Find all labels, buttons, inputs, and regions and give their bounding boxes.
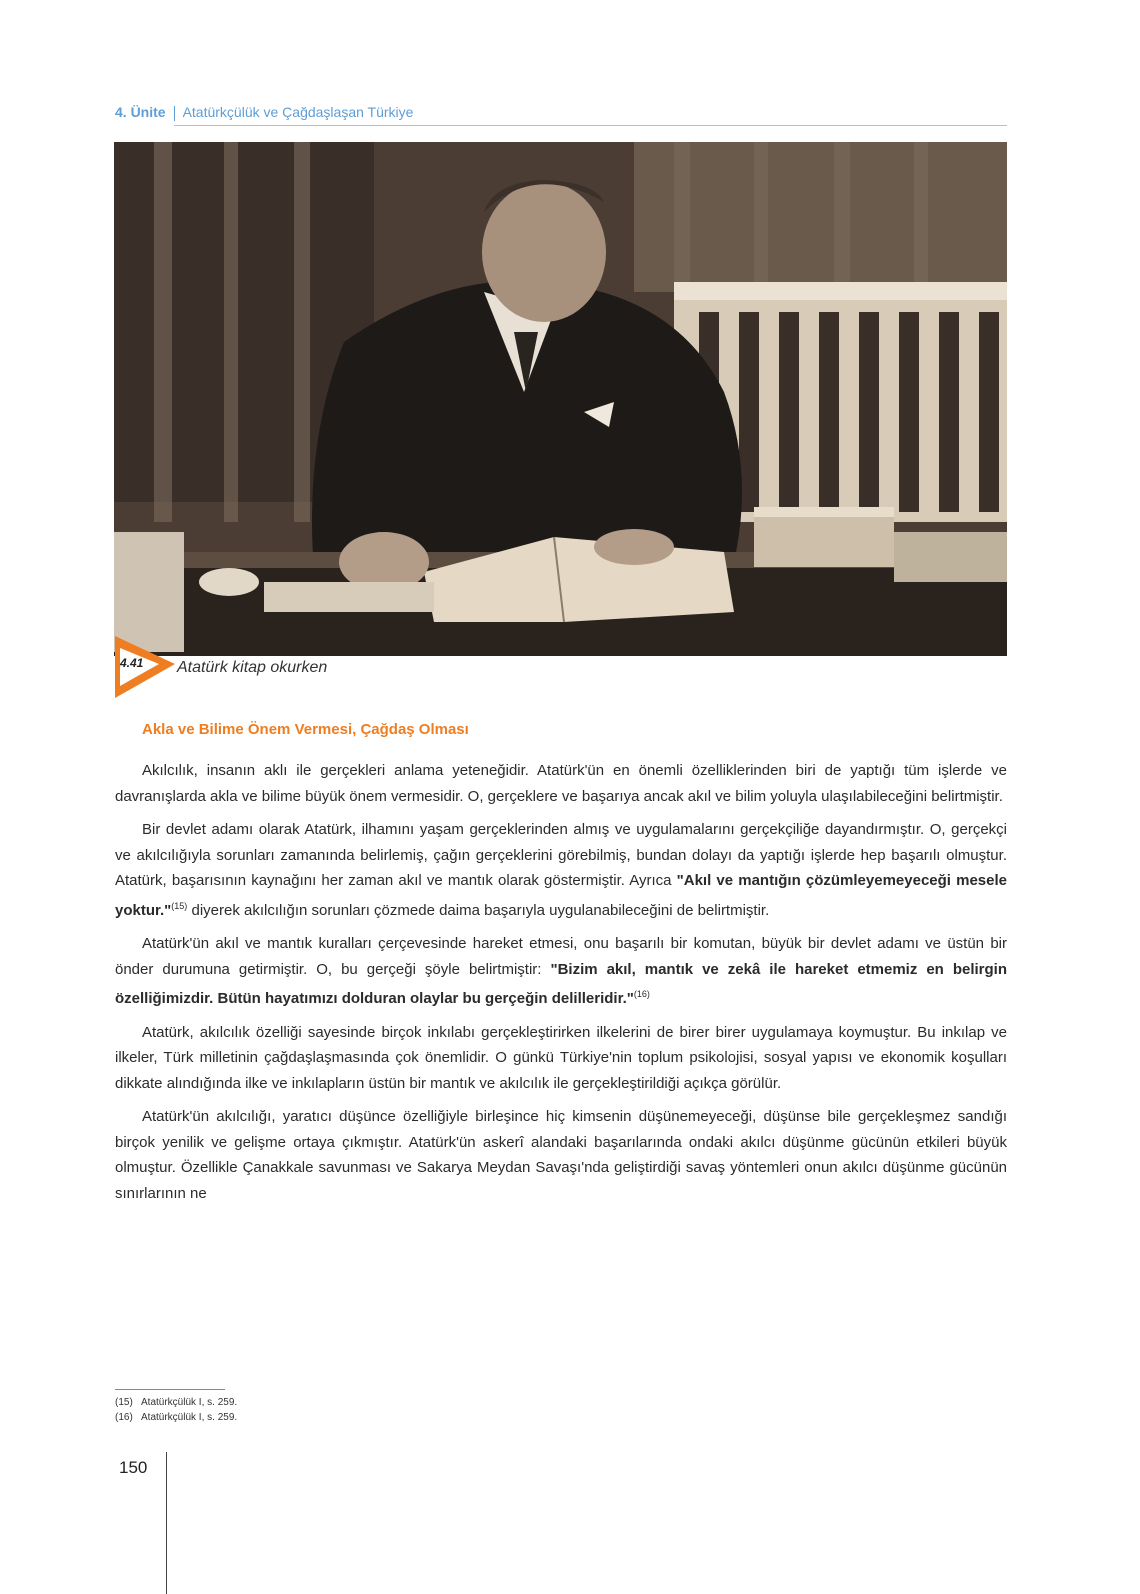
photo-illustration (114, 142, 1007, 656)
unit-title: Atatürkçülük ve Çağdaşlaşan Türkiye (182, 104, 414, 120)
footnote-number: (15) (115, 1397, 133, 1408)
header-separator (174, 106, 175, 121)
figure-number: 4.41 (120, 656, 144, 670)
section-title: Akla ve Bilime Önem Vermesi, Çağdaş Olması (142, 721, 469, 738)
footnote-text: Atatürkçülük I, s. 259. (141, 1412, 238, 1423)
paragraph: Atatürk, akılcılık özelliği sayesinde birçok inkılabı gerçekleştirirken ilkelerini de birer birer uygulamaya koymuştur. Bu inkılap ve ilkeler, Türk milletinin çağdaşlaşmasında çok önemlidir. O günkü Türkiye'nin toplum psikolojisi, sosyal yapısı ve ekonomik koşulları dikkate alındığında ilke ve inkılapların üstün bir mantık ve akılcılık ile gerçekleştirildiği açıkça görülür. (115, 1023, 1007, 1092)
paragraph (115, 817, 1007, 923)
page-number-rule (166, 1452, 167, 1594)
footnotes (115, 1395, 237, 1425)
footnote (115, 1395, 237, 1410)
header-rule (174, 125, 1007, 126)
paragraph-text: Atatürk'ün akıl ve mantık kuralları çerçevesinde hareket etmesi, onu başarılı bir komutan, büyük bir devlet adamı ve üstün bir önder durumuna getirmiştir. O, bu gerçeği şöyle belirtmiştir: (115, 935, 1007, 978)
footnote-ref: (16) (633, 989, 650, 999)
quote-text: "Akıl ve mantığın çözümleyemeyeceği mesele yoktur." (115, 872, 1007, 919)
quote-text: "Bizim akıl, mantık ve zekâ ile hareket etmemiz en belirgin özelliğimizdir. Bütün hayatımızı dolduran olaylar bu gerçeğin delilleridir." (115, 960, 1008, 1007)
paragraph: Akılcılık, insanın aklı ile gerçekleri anlama yeteneğidir. Atatürk'ün en önemli özelliklerinden biri de yaptığı tüm işlerde ve davranışlarda akla ve bilime büyük önem vermesidir. O, gerçeklere ve başarıya ancak akıl ve bilim yoluyla ulaşılabileceğini belirtmiştir. (115, 762, 1007, 805)
paragraph: Atatürk'ün akılcılığı, yaratıcı düşünce özelliğiyle birleşince hiç kimsenin düşünemeyeceği, düşünse bile gerçekleşmez sandığı birçok yenilik ve gelişme ortaya çıkmıştır. Atatürk'ün askerî alandaki başarılarında ondaki akılcı düşünme gücünün etkileri büyük olmuştur. Özellikle Çanakkale savunması ve Sakarya Meydan Savaşı'nda geliştirdiği savaş yöntemleri onun akılcı düşünme gücünün sınırlarının ne (115, 1108, 1007, 1202)
footnote-text: Atatürkçülük I, s. 259. (141, 1397, 238, 1408)
figure-caption: Atatürk kitap okurken (177, 659, 328, 676)
footnote-number: (16) (115, 1412, 133, 1423)
footnote (115, 1410, 237, 1425)
ataturk-reading-photo (114, 142, 1007, 656)
footnote-ref: (15) (171, 900, 188, 911)
footnote-rule (115, 1389, 225, 1390)
paragraph (115, 931, 1007, 1012)
paragraph-text: diyerek akılcılığın sorunları çözmede daima başarıyla uygulanabileceğini de belirtmiştir. (187, 901, 770, 919)
page-number: 150 (119, 1458, 148, 1477)
running-header (115, 104, 1007, 121)
unit-label: 4. Ünite (115, 104, 166, 120)
paragraph-text: Bir devlet adamı olarak Atatürk, ilhamını yaşam gerçeklerinden almış ve uygulamalarını gerçekçiliğe dayandırmıştır. O, gerçekçi ve akılcılığıyla sorunları zamanında belirlemiş, çağın gerçeklerini görebilmiş, bundan dolayı da yaptığı işlerde hep başarılı olmuştur. Atatürk, başarısının kaynağını her zaman akıl ve mantık olarak göstermiştir. Ayrıca (115, 821, 1007, 889)
body-text (115, 758, 1007, 1206)
